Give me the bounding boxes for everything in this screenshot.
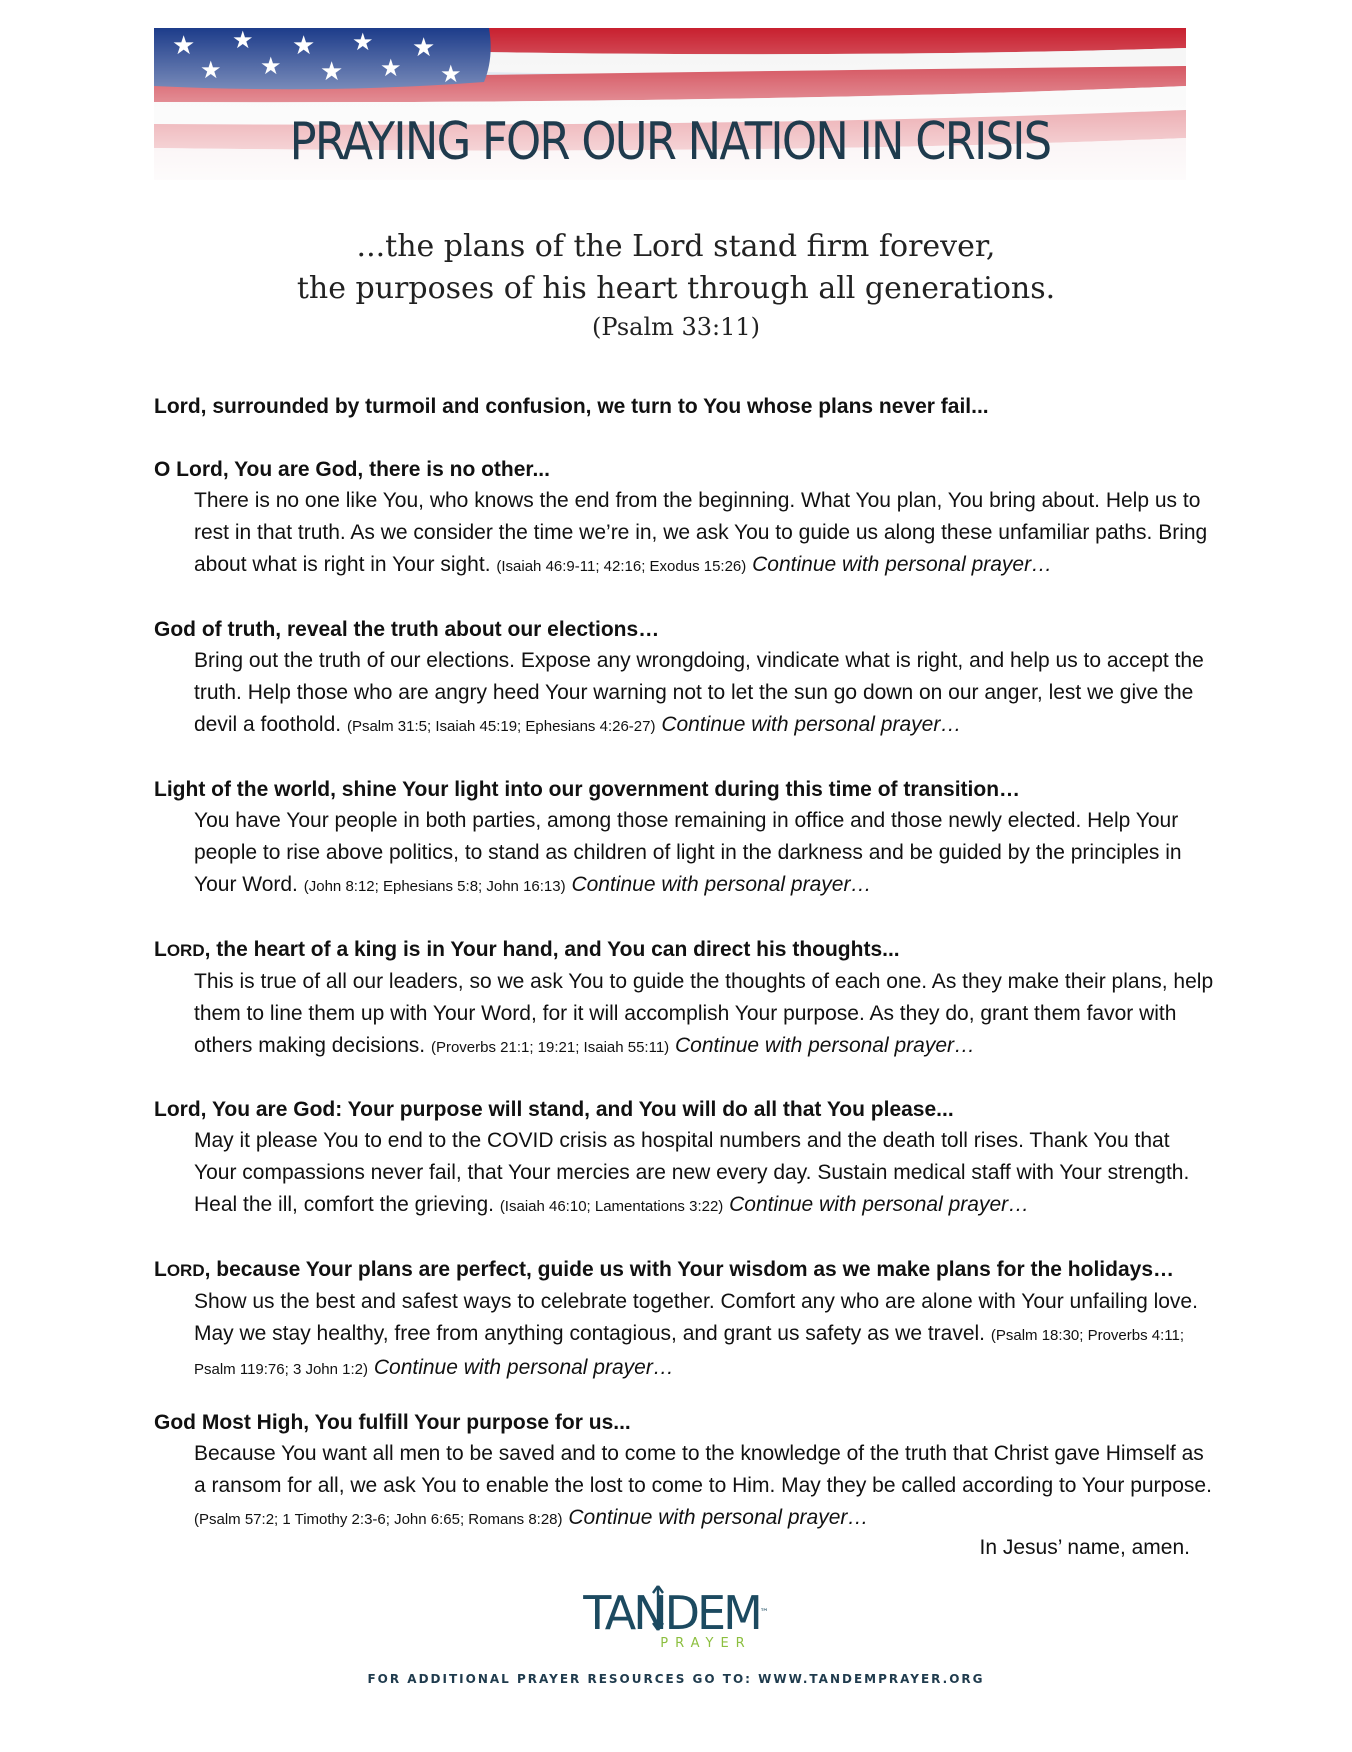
prayer-section-5 (154, 1095, 1214, 1223)
scripture-citation: (Isaiah 46:9-11; 42:16; Exodus 15:26) (496, 558, 747, 575)
header-banner (154, 28, 1186, 180)
section-heading: O Lord, You are God, there is no other... (154, 458, 550, 481)
continue-prompt: Continue with personal prayer… (729, 1193, 1030, 1216)
closing-line: In Jesus’ name, amen. (979, 1536, 1190, 1559)
scripture-citation: (Psalm 18:30; Proverbs 4:11; Psalm 119:76; 3 John 1:2) (194, 1327, 1185, 1378)
trademark-mark: ™ (759, 1608, 769, 1618)
section-heading: Lord, You are God: Your purpose will stand, and You will do all that You please... (154, 1098, 954, 1121)
section-body: Bring out the truth of our elections. Expose any wrongdoing, vindicate what is right, and help us to accept the truth. Help those who are angry heed Your warning not to let the sun go down on our anger, lest we give the devil a foothold. (Psalm 31:5; Isaiah 45:19; Ephesians 4:26-27) Continue with personal prayer… (194, 649, 1204, 736)
banner-title: PRAYING FOR OUR NATION IN CRISIS (289, 112, 1051, 172)
section-body: There is no one like You, who knows the end from the beginning. What You plan, You bring about. Help us to rest in that truth. As we consider the time we’re in, we ask You to guide us along these unfamiliar paths. Bring about what is right in Your sight. (Isaiah 46:9-11; 42:16; Exodus 15:26) Continue with personal prayer… (194, 489, 1208, 576)
epigraph-reference: (Psalm 33:11) (591, 313, 761, 341)
logo-subtitle: PRAYER (660, 1636, 752, 1651)
continue-prompt: Continue with personal prayer… (661, 713, 962, 736)
continue-prompt: Continue with personal prayer… (373, 1356, 674, 1379)
continue-prompt: Continue with personal prayer… (568, 1506, 869, 1529)
section-body: Show us the best and safest ways to celebrate together. Comfort any who are alone with Your unfailing love. May we stay healthy, free from anything contagious, and grant us safety as we travel. (Psalm 18:30; Proverbs 4:11; Psalm 119:76; 3 John 1:2) Continue with personal prayer… (194, 1290, 1198, 1379)
scripture-citation: (Isaiah 46:10; Lamentations 3:22) (499, 1198, 724, 1215)
continue-prompt: Continue with personal prayer… (571, 873, 872, 896)
prayer-section-2 (154, 615, 1214, 743)
prayer-section-1 (154, 455, 1214, 583)
scripture-citation: (Psalm 31:5; Isaiah 45:19; Ephesians 4:26-27) (346, 718, 656, 735)
epigraph-line-1: ...the plans of the Lord stand firm forever, (356, 229, 996, 264)
scripture-citation: (Proverbs 21:1; 19:21; Isaiah 55:11) (430, 1039, 670, 1056)
scripture-citation: (John 8:12; Ephesians 5:8; John 16:13) (303, 878, 566, 895)
prayer-section-7 (154, 1408, 1214, 1536)
section-body: You have Your people in both parties, among those remaining in office and those newly elected. Help Your people to rise above politics, to stand as children of light in the darkness and be guided by the principles in Your Word. (John 8:12; Ephesians 5:8; John 16:13) Continue with personal prayer… (194, 809, 1182, 896)
continue-prompt: Continue with personal prayer… (675, 1034, 976, 1057)
scripture-citation: (Psalm 57:2; 1 Timothy 2:3-6; John 6:65; Romans 8:28) (194, 1511, 563, 1528)
section-body: Because You want all men to be saved and to come to the knowledge of the truth that Christ gave Himself as a ransom for all, we ask You to enable the lost to come to Him. May they be called according to Your purpose. (Psalm 57:2; 1 Timothy 2:3-6; John 6:65; Romans 8:28) Continue with personal prayer… (194, 1442, 1212, 1529)
section-heading: God Most High, You fulfill Your purpose for us... (154, 1411, 631, 1434)
scripture-epigraph (0, 226, 1352, 344)
logo-wordmark: TANDEM™ (583, 1586, 769, 1640)
prayer-section-6 (154, 1255, 1214, 1386)
tandem-prayer-logo (0, 1588, 1352, 1652)
epigraph-line-2: the purposes of his heart through all generations. (296, 271, 1056, 306)
prayer-section-3 (154, 775, 1214, 903)
section-heading: Light of the world, shine Your light into our government during this time of transition… (154, 778, 1021, 801)
intro-line: Lord, surrounded by turmoil and confusion, we turn to You whose plans never fail... (154, 395, 989, 418)
continue-prompt: Continue with personal prayer… (752, 553, 1053, 576)
section-heading: LORD, the heart of a king is in Your hand, and You can direct his thoughts... (154, 938, 900, 961)
section-body: This is true of all our leaders, so we ask You to guide the thoughts of each one. As they make their plans, help them to line them up with Your Word, for it will accomplish Your purpose. As they do, grant them favor with others making decisions. (Proverbs 21:1; 19:21; Isaiah 55:11) Continue with personal prayer… (194, 970, 1214, 1057)
section-heading: LORD, because Your plans are perfect, guide us with Your wisdom as we make plans for the holidays… (154, 1258, 1174, 1281)
footer-resources-link[interactable]: FOR ADDITIONAL PRAYER RESOURCES GO TO: WWW.TANDEMPRAYER.ORG (367, 1672, 985, 1686)
prayer-section-4 (154, 935, 1214, 1064)
section-body: May it please You to end to the COVID crisis as hospital numbers and the death toll rises. Thank You that Your compassions never fail, that Your mercies are new every day. Sustain medical staff with Your strength. Heal the ill, comfort the grieving. (Isaiah 46:10; Lamentations 3:22) Continue with personal prayer… (194, 1129, 1190, 1216)
arrows-icon (651, 1584, 665, 1632)
section-heading: God of truth, reveal the truth about our elections… (154, 618, 660, 641)
